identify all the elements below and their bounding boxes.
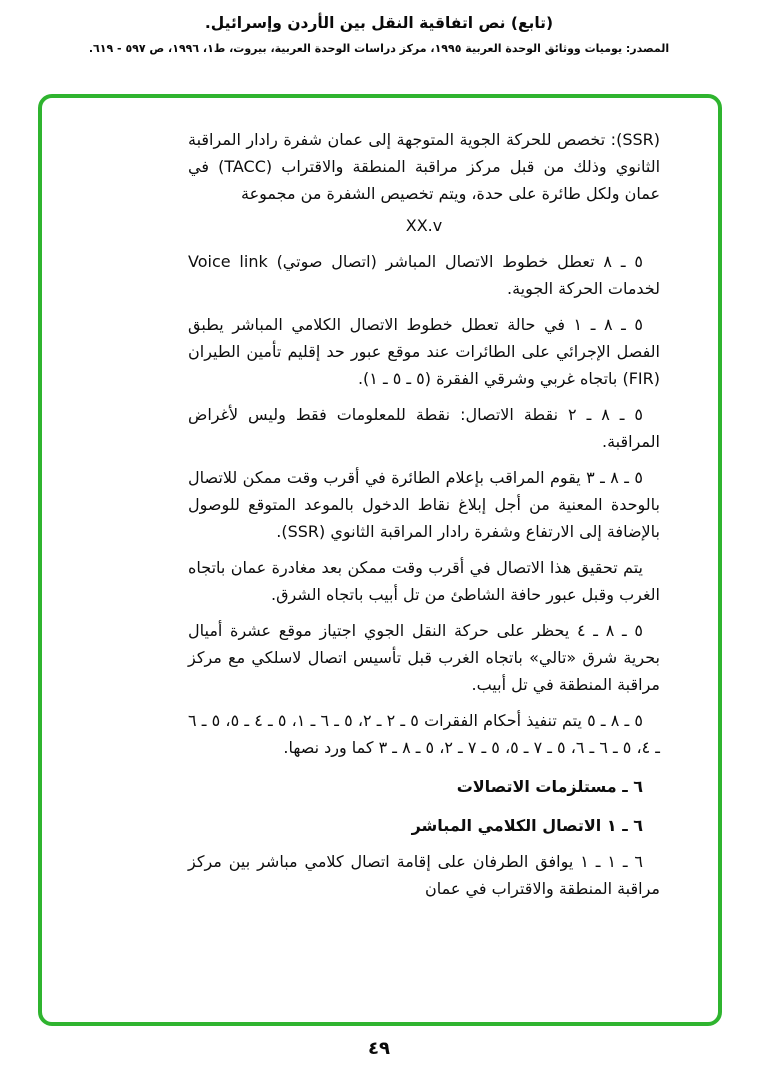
paragraph: ٥ ـ ٨ ـ ٢ نقطة الاتصال: نقطة للمعلومات فقط وليس لأغراض المراقبة.: [188, 405, 660, 451]
page-header: [0, 14, 758, 55]
header-title: (تابع) نص اتفاقية النقل بين الأردن وإسرائيل.: [204, 14, 554, 32]
paragraph: ٥ ـ ٨ تعطل خطوط الاتصال المباشر (اتصال صوتي) Voice link لخدمات الحركة الجوية.: [188, 252, 660, 298]
paragraph: ٥ ـ ٨ ـ ٤ يحظر على حركة النقل الجوي اجتياز موقع عشرة أميال بحرية شرق «تالي» باتجاه الغرب قبل تأسيس اتصال لاسلكي مع مركز مراقبة المنطقة في تل أبيب.: [188, 621, 660, 694]
paragraph: ٥ ـ ٨ ـ ٥ يتم تنفيذ أحكام الفقرات ٥ ـ ٢ ـ ٢، ٥ ـ ٦ ـ ١، ٥ ـ ٤ ـ ٥، ٥ ـ ٦ ـ ٤، ٥ ـ ٦ ـ ٦، ٥ ـ ٧ ـ ٥، ٥ ـ ٧ ـ ٢، ٥ ـ ٨ ـ ٣ كما ورد نصها.: [188, 711, 660, 757]
paragraph: (SSR): تخصص للحركة الجوية المتوجهة إلى عمان شفرة رادار المراقبة الثانوي وذلك من قبل مركز مراقبة المنطقة والاقتراب (TACC) في عمان ولكل طائرة على حدة، ويتم تخصيص الشفرة من مجموعة: [188, 130, 661, 203]
page-number: ٤٩: [368, 1038, 390, 1059]
paragraph: ٦ ـ ١ ـ ١ يوافق الطرفان على إقامة اتصال كلامي مباشر بين مركز مراقبة المنطقة والاقتراب في عمان: [188, 852, 660, 898]
section-heading-direct-voice: ٦ ـ ١ الاتصال الكلامي المباشر: [411, 816, 643, 835]
green-frame: [38, 94, 722, 1026]
paragraph: يتم تحقيق هذا الاتصال في أقرب وقت ممكن بعد مغادرة عمان باتجاه الغرب وقبل عبور حافة الشاطئ من تل أبيب باتجاه الشرق.: [188, 558, 660, 604]
header-source: المصدر: يوميات ووثائق الوحدة العربية ١٩٩٥، مركز دراسات الوحدة العربية، بيروت، ط١، ١٩٩٦، ص ٥٩٧ - ٦١٩.: [88, 42, 670, 55]
paragraph-code-line: XX.v: [405, 216, 443, 235]
section-heading-communications: ٦ ـ مستلزمات الاتصالات: [456, 777, 643, 796]
body-text: [188, 126, 660, 911]
paragraph: ٥ ـ ٨ ـ ١ في حالة تعطل خطوط الاتصال الكلامي المباشر يطبق الفصل الإجرائي على الطائرات عند موقع عبور حد إقليم تأمين الطيران (FIR) باتجاه غربي وشرقي الفقرة (٥ ـ ٥ ـ ١).: [188, 315, 660, 388]
paragraph: ٥ ـ ٨ ـ ٣ يقوم المراقب بإعلام الطائرة في أقرب وقت ممكن للاتصال بالوحدة المعنية من أجل إبلاغ نقاط الدخول بالموعد المتوقع للوصول بالإضافة إلى الارتفاع وشفرة رادار المراقبة الثانوي (SSR).: [188, 468, 660, 541]
